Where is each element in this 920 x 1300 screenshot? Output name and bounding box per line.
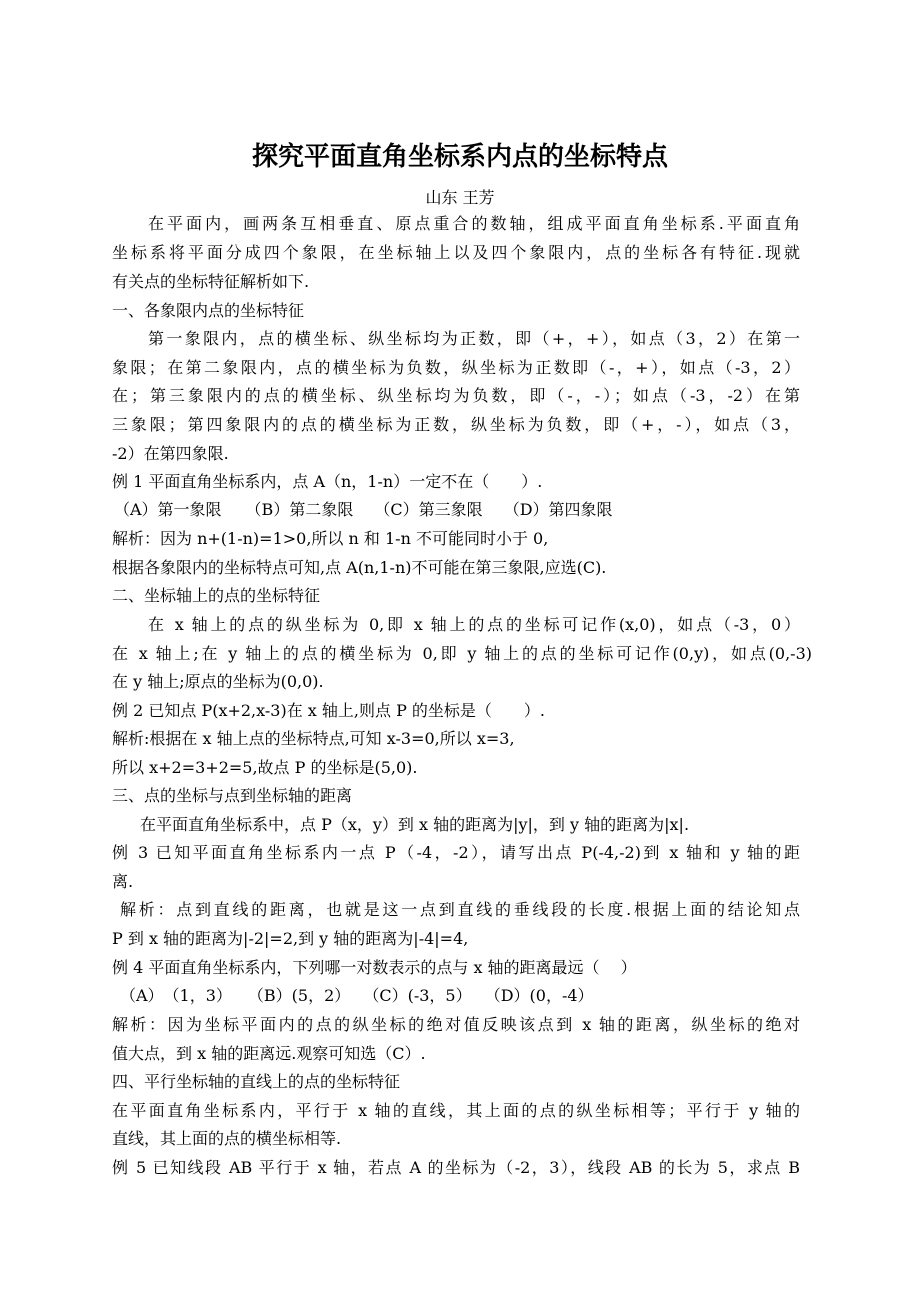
section-heading: 二、坐标轴上的点的坐标特征: [112, 586, 321, 605]
text-line: 在 x 轴上的点的纵坐标为 0,即 x 轴上的点的坐标可记作(x,0)，如点（-3，0）: [148, 615, 800, 634]
text-line: P 到 x 轴的距离为|-2|=2,到 y 轴的距离为|-4|=4,: [112, 929, 469, 948]
author-line: 山东 王芳: [425, 188, 495, 207]
text-line: 解析:根据在 x 轴上点的坐标特点,可知 x-3=0,所以 x=3,: [112, 729, 515, 748]
text-line: 三象限；第四象限内的点的横坐标为正数，纵坐标为负数，即（+，-），如点（3，: [112, 415, 800, 434]
text-line: 直线，其上面的点的横坐标相等.: [112, 1129, 342, 1148]
text-line: -2）在第四象限.: [112, 444, 229, 463]
text-line: 解析：点到直线的距离，也就是这一点到直线的垂线段的长度.根据上面的结论知点: [120, 900, 800, 919]
document-title: 探究平面直角坐标系内点的坐标特点: [251, 142, 668, 172]
text-line: 所以 x+2=3+2=5,故点 P 的坐标是(5,0).: [112, 758, 418, 777]
text-line: 解析：因为 n+(1-n)=1>0,所以 n 和 1-n 不可能同时小于 0,: [112, 529, 549, 548]
text-line: 象限；在第二象限内，点的横坐标为负数，纵坐标为正数即（-，+），如点（-3，2）: [112, 358, 800, 377]
example-line: 例 5 已知线段 AB 平行于 x 轴，若点 A 的坐标为（-2，3），线段 AB 的长为 5，求点 B: [112, 1158, 800, 1177]
text-line: 在 x 轴上;在 y 轴上的点的横坐标为 0,即 y 轴上的点的坐标可记作(0,y)，如点(0,-3): [112, 644, 812, 663]
text-line: 第一象限内，点的横坐标、纵坐标均为正数，即（+，+），如点（3，2）在第一: [148, 329, 800, 348]
section-heading: 一、各象限内点的坐标特征: [112, 301, 305, 320]
example-line: 例 2 已知点 P(x+2,x-3)在 x 轴上,则点 P 的坐标是（ ）.: [112, 701, 546, 720]
options-line: （A） （1，3） （B）(5，2） （C）(-3，5） （D）(0，-4）: [120, 986, 594, 1005]
text-line: 在平面直角坐标系内，平行于 x 轴的直线，其上面的点的纵坐标相等；平行于 y 轴的: [112, 1101, 800, 1120]
example-line: 例 3 已知平面直角坐标系内一点 P（-4，-2），请写出点 P(-4,-2)到 x 轴和 y 轴的距: [112, 843, 800, 862]
text-line: 坐标系将平面分成四个象限，在坐标轴上以及四个象限内，点的坐标各有特征.现就: [112, 243, 800, 262]
text-line: 离.: [112, 872, 134, 891]
options-line: （A）第一象限 （B）第二象限 （C）第三象限 （D）第四象限: [114, 500, 613, 519]
text-line: 有关点的坐标特征解析如下.: [112, 272, 310, 291]
example-line: 例 4 平面直角坐标系内，下列哪一对数表示的点与 x 轴的距离最远（ ）: [112, 958, 637, 977]
text-line: 解析：因为坐标平面内的点的纵坐标的绝对值反映该点到 x 轴的距离，纵坐标的绝对: [112, 1015, 800, 1034]
text-line: 在；第三象限内的点的横坐标、纵坐标均为负数，即（-，-）；如点（-3，-2）在第: [112, 386, 800, 405]
text-line: 在 y 轴上;原点的坐标为(0,0).: [112, 672, 324, 691]
text-line: 值大点，到 x 轴的距离远.观察可知选（C）.: [112, 1044, 426, 1063]
section-heading: 四、平行坐标轴的直线上的点的坐标特征: [112, 1072, 401, 1091]
section-heading: 三、点的坐标与点到坐标轴的距离: [112, 786, 353, 805]
text-line: 在平面内，画两条互相垂直、原点重合的数轴，组成平面直角坐标系.平面直角: [148, 214, 800, 233]
text-line: 根据各象限内的坐标特点可知,点 A(n,1-n)不可能在第三象限,应选(C).: [112, 558, 607, 577]
example-line: 例 1 平面直角坐标系内，点 A（n，1-n）一定不在（ ）.: [112, 472, 543, 491]
text-line: 在平面直角坐标系中，点 P（x，y）到 x 轴的距离为|y|，到 y 轴的距离为|x|.: [140, 815, 690, 834]
